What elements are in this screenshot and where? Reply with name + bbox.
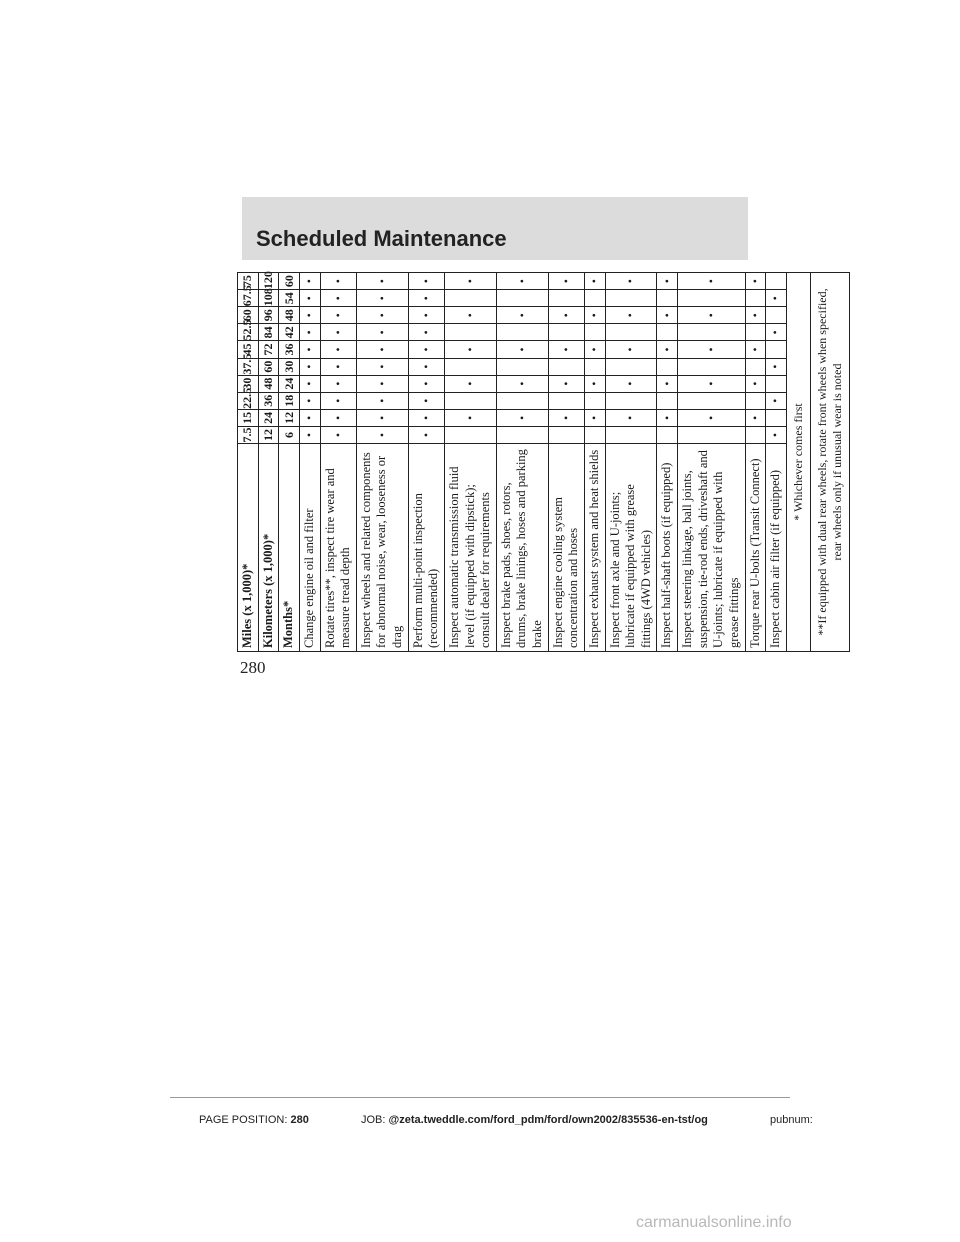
footer-rule <box>170 1097 790 1098</box>
service-mark: • <box>356 273 408 290</box>
service-mark: • <box>299 426 320 443</box>
table-row <box>320 273 356 652</box>
service-mark <box>678 358 746 375</box>
service-mark <box>605 426 657 443</box>
service-mark <box>657 290 678 307</box>
job-value: @zeta.tweddle.com/ford_pdm/ford/own2002/835536-en-tst/og <box>388 1114 708 1126</box>
page-position-label: PAGE POSITION: <box>199 1114 288 1126</box>
service-mark: • <box>766 358 787 375</box>
service-mark: • <box>584 273 605 290</box>
table-row <box>444 273 496 652</box>
header-value: 15 <box>238 409 259 426</box>
service-mark: • <box>444 341 496 358</box>
header-value: 120 <box>258 273 279 290</box>
service-mark: • <box>408 324 444 341</box>
service-mark: • <box>496 341 548 358</box>
service-mark <box>657 358 678 375</box>
service-mark: • <box>299 341 320 358</box>
service-mark <box>766 273 787 290</box>
service-mark: • <box>605 273 657 290</box>
service-mark: • <box>496 375 548 392</box>
service-mark <box>496 290 548 307</box>
service-mark <box>745 358 766 375</box>
service-mark: • <box>408 375 444 392</box>
service-mark: • <box>356 409 408 426</box>
header-value: 72 <box>258 341 279 358</box>
maintenance-schedule-table <box>237 272 850 652</box>
service-mark <box>678 290 746 307</box>
job-label: JOB: <box>360 1114 386 1126</box>
service-mark: • <box>408 290 444 307</box>
service-mark: • <box>496 409 548 426</box>
service-mark: • <box>320 307 356 324</box>
header-value: 18 <box>279 392 300 409</box>
header-value: 45 <box>238 341 259 358</box>
table-row <box>299 273 320 652</box>
service-item-label: Inspect brake pads, shoes, rotors, drums, brake linings, hoses and parking brake <box>496 444 548 652</box>
service-mark: • <box>605 341 657 358</box>
service-item-label: Inspect automatic transmission fluid level (if equipped with dipstick); consult dealer for requirements <box>444 444 496 652</box>
header-value: 12 <box>279 409 300 426</box>
service-mark: • <box>320 290 356 307</box>
service-mark <box>766 409 787 426</box>
section-title: Scheduled Maintenance <box>256 226 507 251</box>
page-position-value: 280 <box>290 1114 309 1126</box>
service-mark: • <box>356 307 408 324</box>
header-value: 12 <box>258 426 279 443</box>
service-mark: • <box>299 273 320 290</box>
header-value: 60 <box>238 307 259 324</box>
table-row <box>657 273 678 652</box>
service-mark: • <box>548 341 584 358</box>
header-value: 75 <box>238 273 259 290</box>
service-mark: • <box>356 324 408 341</box>
service-mark: • <box>299 409 320 426</box>
service-mark: • <box>678 409 746 426</box>
service-mark: • <box>356 341 408 358</box>
service-mark <box>496 358 548 375</box>
service-mark: • <box>356 375 408 392</box>
service-mark: • <box>299 375 320 392</box>
service-mark: • <box>320 324 356 341</box>
table-note-row <box>786 273 810 652</box>
service-mark: • <box>496 307 548 324</box>
header-value: 48 <box>258 375 279 392</box>
service-mark: • <box>408 426 444 443</box>
service-mark <box>745 392 766 409</box>
page-number: 280 <box>240 658 266 677</box>
service-mark <box>584 392 605 409</box>
service-mark <box>548 290 584 307</box>
footer <box>199 1114 813 1126</box>
service-mark <box>548 358 584 375</box>
table-row <box>766 273 787 652</box>
service-mark: • <box>320 375 356 392</box>
service-mark: • <box>320 341 356 358</box>
service-mark: • <box>299 307 320 324</box>
service-mark: • <box>678 307 746 324</box>
service-item-label: Inspect cabin air filter (if equipped) <box>766 444 787 652</box>
header-value: 36 <box>258 392 279 409</box>
header-label: Kilometers (x 1,000)* <box>258 444 279 652</box>
service-mark <box>496 324 548 341</box>
service-mark: • <box>678 375 746 392</box>
service-mark: • <box>766 290 787 307</box>
service-mark <box>584 290 605 307</box>
service-mark <box>605 392 657 409</box>
service-mark <box>657 426 678 443</box>
service-mark: • <box>408 307 444 324</box>
service-mark <box>496 426 548 443</box>
service-mark <box>678 426 746 443</box>
service-mark <box>444 290 496 307</box>
table-note-row <box>810 273 849 652</box>
service-mark <box>584 358 605 375</box>
service-mark <box>678 324 746 341</box>
service-item-label: Change engine oil and filter <box>299 444 320 652</box>
service-mark <box>584 324 605 341</box>
service-mark <box>496 392 548 409</box>
service-mark <box>548 426 584 443</box>
service-mark: • <box>657 273 678 290</box>
service-mark: • <box>320 392 356 409</box>
pubnum-label: pubnum: <box>770 1114 813 1126</box>
service-mark: • <box>657 409 678 426</box>
service-mark: • <box>745 307 766 324</box>
table-row <box>605 273 657 652</box>
service-mark <box>444 324 496 341</box>
service-mark: • <box>678 273 746 290</box>
service-mark: • <box>408 358 444 375</box>
header-value: 7.5 <box>238 426 259 443</box>
service-mark <box>745 290 766 307</box>
service-mark: • <box>408 341 444 358</box>
header-value: 6 <box>279 426 300 443</box>
service-mark <box>444 392 496 409</box>
service-mark: • <box>584 409 605 426</box>
service-mark: • <box>356 426 408 443</box>
table-row <box>745 273 766 652</box>
service-mark: • <box>299 358 320 375</box>
service-mark <box>657 324 678 341</box>
service-item-label: Inspect wheels and related components for abnormal noise, wear, looseness or drag <box>356 444 408 652</box>
service-item-label: Inspect exhaust system and heat shields <box>584 444 605 652</box>
table-header-row <box>258 273 279 652</box>
header-label: Months* <box>279 444 300 652</box>
service-mark: • <box>605 409 657 426</box>
service-mark: • <box>745 375 766 392</box>
table-header-row <box>279 273 300 652</box>
service-mark <box>678 392 746 409</box>
service-mark: • <box>657 307 678 324</box>
service-mark: • <box>766 392 787 409</box>
header-value: 36 <box>279 341 300 358</box>
service-mark: • <box>745 273 766 290</box>
service-mark: • <box>496 273 548 290</box>
header-value: 30 <box>238 375 259 392</box>
service-mark: • <box>408 392 444 409</box>
service-mark: • <box>605 307 657 324</box>
maintenance-table-rotated <box>237 271 844 652</box>
service-mark <box>605 290 657 307</box>
service-mark: • <box>745 409 766 426</box>
service-mark <box>548 392 584 409</box>
table-row <box>584 273 605 652</box>
service-mark: • <box>299 290 320 307</box>
service-mark: • <box>356 290 408 307</box>
service-mark: • <box>408 273 444 290</box>
service-mark: • <box>584 341 605 358</box>
note-dual-rear-wheels: **If equipped with dual rear wheels, rotate front wheels when specified, rear wheels only if unusual wear is noted <box>810 273 849 652</box>
service-mark: • <box>320 409 356 426</box>
service-mark: • <box>299 324 320 341</box>
header-value: 24 <box>279 375 300 392</box>
service-mark: • <box>766 324 787 341</box>
service-mark: • <box>657 375 678 392</box>
service-mark: • <box>745 341 766 358</box>
service-mark <box>766 341 787 358</box>
header-value: 84 <box>258 324 279 341</box>
service-mark: • <box>320 273 356 290</box>
header-label: Miles (x 1,000)* <box>238 444 259 652</box>
service-mark <box>548 324 584 341</box>
service-mark <box>745 324 766 341</box>
header-value: 52.5 <box>238 324 259 341</box>
header-value: 60 <box>279 273 300 290</box>
service-mark: • <box>548 273 584 290</box>
table-row <box>356 273 408 652</box>
service-mark: • <box>444 409 496 426</box>
service-item-label: Torque rear U-bolts (Transit Connect) <box>745 444 766 652</box>
service-item-label: Inspect front axle and U-joints; lubricate if equipped with grease fittings (4WD vehicles) <box>605 444 657 652</box>
service-mark <box>657 392 678 409</box>
header-value: 24 <box>258 409 279 426</box>
header-value: 60 <box>258 358 279 375</box>
service-item-label: Rotate tires**, inspect tire wear and measure tread depth <box>320 444 356 652</box>
service-mark: • <box>548 409 584 426</box>
table-row <box>496 273 548 652</box>
header-value: 42 <box>279 324 300 341</box>
service-mark: • <box>299 392 320 409</box>
service-mark: • <box>356 392 408 409</box>
table-row <box>408 273 444 652</box>
service-mark: • <box>444 307 496 324</box>
service-mark: • <box>584 375 605 392</box>
service-mark: • <box>320 358 356 375</box>
service-mark <box>766 375 787 392</box>
service-item-label: Inspect engine cooling system concentration and hoses <box>548 444 584 652</box>
service-mark <box>766 307 787 324</box>
service-mark <box>745 426 766 443</box>
service-item-label: Inspect steering linkage, ball joints, suspension, tie-rod ends, driveshaft and U-joints; lubricate if equipped with grease fittings <box>678 444 746 652</box>
header-value: 54 <box>279 290 300 307</box>
table-row <box>678 273 746 652</box>
header-value: 30 <box>279 358 300 375</box>
service-mark: • <box>356 358 408 375</box>
service-mark: • <box>320 426 356 443</box>
header-value: 37.5 <box>238 358 259 375</box>
header-value: 67.5 <box>238 290 259 307</box>
table-row <box>548 273 584 652</box>
header-value: 96 <box>258 307 279 324</box>
service-mark: • <box>444 273 496 290</box>
service-mark <box>444 426 496 443</box>
service-mark: • <box>548 375 584 392</box>
service-mark <box>605 324 657 341</box>
service-mark <box>605 358 657 375</box>
watermark: carmanualsonline.info <box>636 1214 792 1231</box>
header-value: 48 <box>279 307 300 324</box>
service-mark: • <box>678 341 746 358</box>
service-mark: • <box>766 426 787 443</box>
service-mark <box>584 426 605 443</box>
service-item-label: Inspect half-shaft boots (if equipped) <box>657 444 678 652</box>
service-mark: • <box>605 375 657 392</box>
table-header-row <box>238 273 259 652</box>
note-whichever-first: * Whichever comes first <box>786 273 810 652</box>
service-mark: • <box>408 409 444 426</box>
service-mark: • <box>548 307 584 324</box>
service-mark: • <box>584 307 605 324</box>
service-item-label: Perform multi-point inspection (recommended) <box>408 444 444 652</box>
service-mark: • <box>657 341 678 358</box>
service-mark: • <box>444 375 496 392</box>
service-mark <box>444 358 496 375</box>
header-value: 108 <box>258 290 279 307</box>
header-value: 22.5 <box>238 392 259 409</box>
maintenance-table-container <box>237 271 844 652</box>
